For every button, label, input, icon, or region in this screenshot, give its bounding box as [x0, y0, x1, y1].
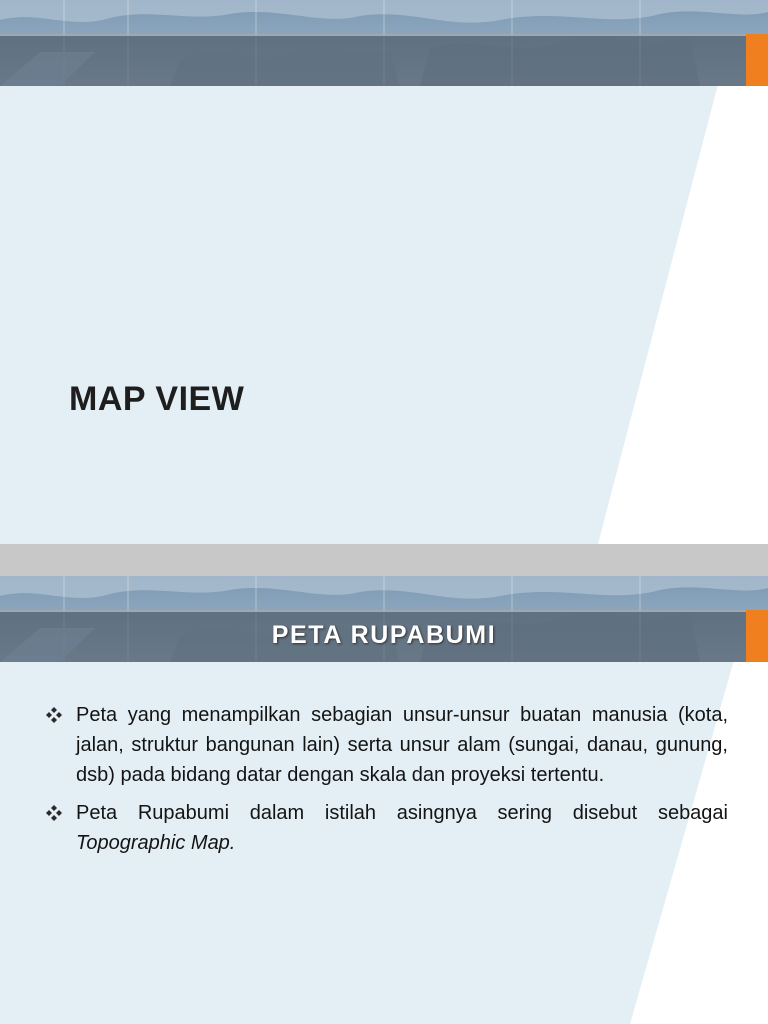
slide-title: MAP VIEW: [69, 380, 245, 418]
header-banner: [0, 576, 768, 662]
four-diamond-icon: [46, 805, 62, 821]
list-item: [46, 798, 728, 858]
list-item: [46, 700, 728, 790]
bullet-text: Peta yang menampilkan sebagian unsur-unsur buatan manusia (kota, jalan, struktur bangunan lain) serta unsur alam (sungai, danau, gunung, dsb) pada bidang datar dengan skala dan proyeksi tertentu.: [76, 704, 728, 786]
bullet-text: Peta Rupabumi dalam istilah asingnya sering disebut sebagai: [76, 802, 728, 824]
slide-peta-rupabumi: [0, 576, 768, 1024]
accent-tab: [746, 34, 768, 86]
four-diamond-icon: [46, 707, 62, 723]
map-texture-icon: [0, 0, 768, 86]
bullet-list: [46, 700, 728, 866]
bullet-italic-text: Topographic Map.: [76, 832, 236, 854]
slide-divider: [0, 544, 768, 576]
header-banner: [0, 0, 768, 86]
slide-title: PETA RUPABUMI: [271, 621, 497, 649]
